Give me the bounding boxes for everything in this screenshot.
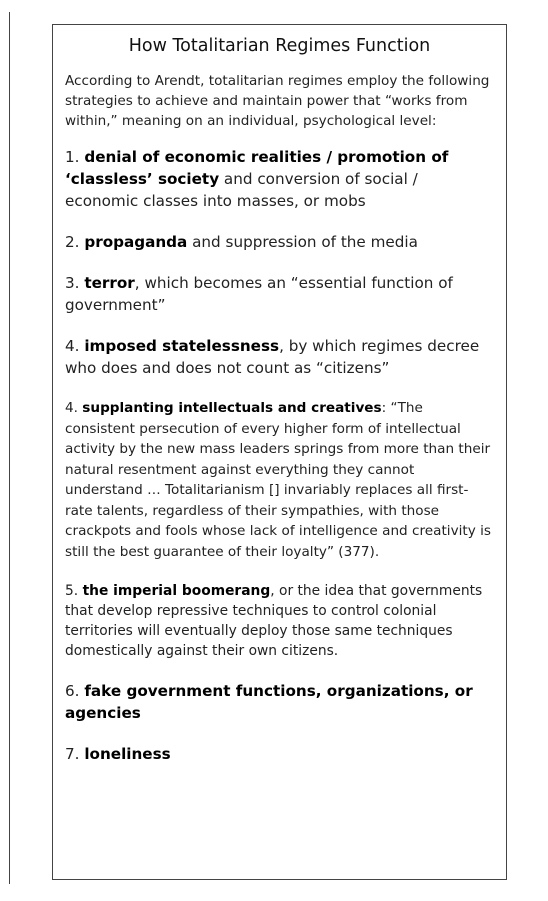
item-number: 2.: [65, 233, 85, 251]
item-bold: terror: [84, 274, 135, 292]
adjacent-panel-edge: [0, 12, 10, 884]
item-number: 7.: [65, 745, 85, 763]
list-item-3: [65, 272, 494, 316]
item-rest: and conversion of social / economic classes into masses, or mobs: [65, 170, 418, 210]
item-bold: loneliness: [84, 745, 171, 763]
item-rest: : “The consistent persecution of every higher form of intellectual activity by the new mass leaders springs from more than their natural resentment against everything they cannot understand … Totalitarianism [] invariably replaces all first-rate talents, regardless of their sympathies, with those crackpots and fools whose lack of intelligence and creativity is still the best guarantee of their loyalty” (377).: [65, 400, 491, 560]
item-bold: the imperial boomerang: [82, 583, 271, 599]
list-item-4b: [65, 398, 494, 562]
item-bold: denial of economic realities / promotion of ‘classless’ society: [65, 148, 449, 188]
list-item-4: [65, 335, 494, 379]
list-item-2: [65, 231, 494, 253]
content-panel: [52, 24, 507, 880]
item-bold: imposed statelessness: [84, 337, 280, 355]
panel-title: How Totalitarian Regimes Function: [128, 36, 431, 56]
list-item-6: [65, 680, 494, 724]
item-number: 5.: [65, 583, 83, 599]
item-number: 4.: [65, 400, 83, 416]
item-rest: , or the idea that governments that develop repressive techniques to control colonial territories will eventually deploy those same techniques domestically against their own citizens.: [65, 583, 483, 659]
item-bold: fake government functions, organizations, or agencies: [65, 682, 473, 722]
intro-text: According to Arendt, totalitarian regimes employ the following strategies to achieve and maintain power that “works from within,” meaning on an individual, psychological level:: [65, 73, 490, 129]
item-rest: and suppression of the media: [187, 233, 418, 251]
list-item-5: [65, 581, 494, 661]
item-bold: propaganda: [84, 233, 188, 251]
list-item-1: [65, 146, 494, 212]
item-number: 6.: [65, 682, 85, 700]
list-item-7: [65, 743, 494, 765]
item-rest: , by which regimes decree who does and does not count as “citizens”: [65, 337, 480, 377]
item-number: 4.: [65, 337, 85, 355]
item-number: 1.: [65, 148, 85, 166]
item-number: 3.: [65, 274, 85, 292]
item-rest: , which becomes an “essential function of government”: [65, 274, 453, 314]
item-bold: supplanting intellectuals and creatives: [82, 400, 382, 416]
